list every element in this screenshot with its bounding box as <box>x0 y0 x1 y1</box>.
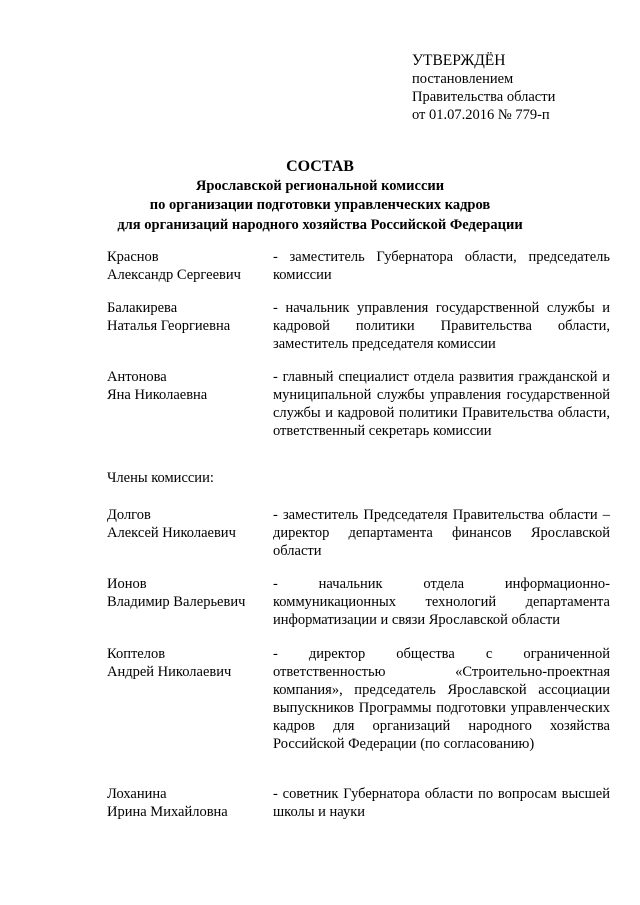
members-heading: Члены комиссии: <box>107 470 214 486</box>
member-role: - советник Губернатора области по вопросам высшей школы и науки <box>273 786 610 820</box>
member-given-name: Алексей Николаевич <box>107 525 236 541</box>
member-role: - начальник отдела информационно-коммуникационных технологий департамента информатизации и связи Ярославской области <box>273 576 610 628</box>
member-name <box>107 368 267 404</box>
member-name <box>107 575 267 611</box>
member-name <box>107 248 267 284</box>
member-name <box>107 299 267 335</box>
document-title <box>0 157 640 235</box>
member-role: - заместитель Губернатора области, председатель комиссии <box>273 249 610 283</box>
member-role: - главный специалист отдела развития гражданской и муниципальной службы управления государственной службы и кадровой политики Правительства области, ответственный секретарь комиссии <box>273 369 610 439</box>
member-surname: Коптелов <box>107 646 166 662</box>
member-given-name: Владимир Валерьевич <box>107 594 246 610</box>
member-role: - начальник управления государственной службы и кадровой политики Правительства области, заместитель председателя комиссии <box>273 300 610 352</box>
member-surname: Долгов <box>107 507 151 523</box>
title-line-2: Ярославской региональной комиссии <box>195 177 445 194</box>
member-surname: Балакирева <box>107 300 178 316</box>
member-given-name: Александр Сергеевич <box>107 267 241 283</box>
member-role: - заместитель Председателя Правительства области – директор департамента финансов Ярославской области <box>273 507 610 559</box>
approval-stamp <box>412 52 555 124</box>
approval-line-1: УТВЕРЖДЁН <box>412 52 506 69</box>
member-surname: Ионов <box>107 576 147 592</box>
approval-line-3: Правительства области <box>412 89 556 105</box>
member-given-name: Наталья Георгиевна <box>107 318 231 334</box>
approval-line-2: постановлением <box>412 71 514 87</box>
member-role: - директор общества с ограниченной ответственностью «Строительно-проектная компания», председатель Ярославской ассоциации выпускников Программы подготовки управленческих кадров для организаций народного хозяйства Российской Федерации (по согласованию) <box>273 646 610 752</box>
member-surname: Антонова <box>107 369 167 385</box>
approval-line-4: от 01.07.2016 № 779-п <box>412 107 550 123</box>
title-line-1: СОСТАВ <box>286 158 354 175</box>
title-line-3: по организации подготовки управленческих кадров <box>149 197 491 213</box>
member-surname: Лоханина <box>107 786 167 802</box>
title-line-4: для организаций народного хозяйства Российской Федерации <box>117 216 523 233</box>
member-given-name: Ирина Михайловна <box>107 804 228 820</box>
member-name <box>107 645 267 681</box>
member-name <box>107 785 267 821</box>
member-surname: Краснов <box>107 249 159 265</box>
member-given-name: Андрей Николаевич <box>107 664 232 680</box>
member-name <box>107 506 267 542</box>
member-given-name: Яна Николаевна <box>107 387 208 403</box>
